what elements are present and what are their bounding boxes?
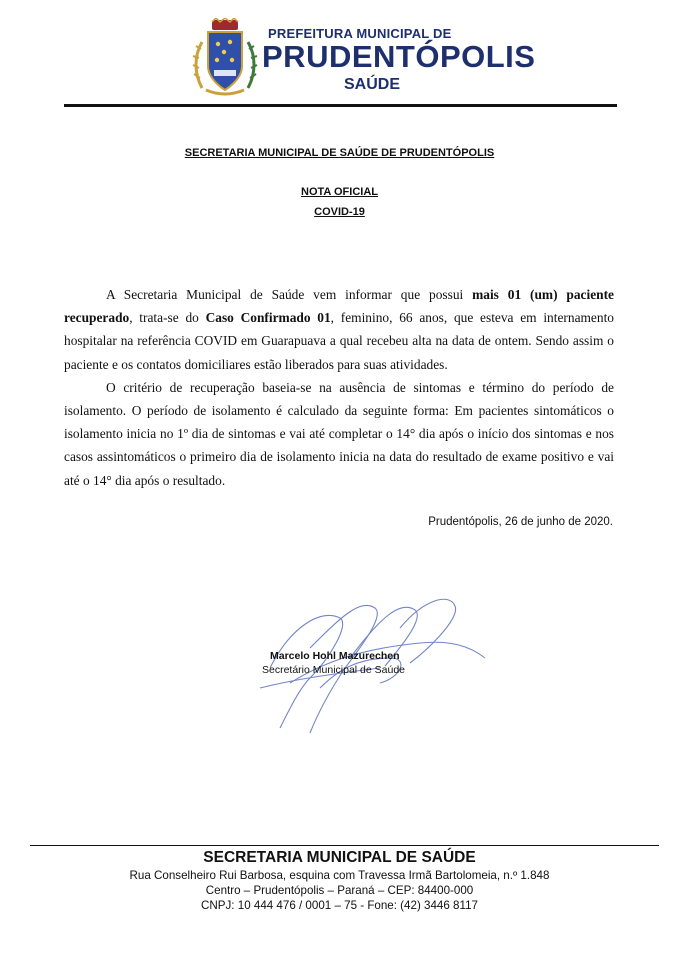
municipal-crest-icon [192, 18, 258, 98]
paragraph-2: O critério de recuperação baseia-se na ausência de sintomas e término do período de isolamento. O período de isolamento é calculado da seguinte forma: Em pacientes sintomáticos o isolamento inicia no 1º dia de sintomas e vai até completar o 14° dia após o início dos sintomas e nos casos assintomáticos o primeiro dia de isolamento inicia na data do resultado de exame positivo e vai até o 14° dia após o resultado. [64, 379, 614, 488]
letterhead [0, 12, 679, 94]
header-divider [64, 104, 617, 107]
recovered-patient-highlight: mais 01 (um) paciente recuperado [64, 287, 614, 326]
footer-address-line-2: Centro – Prudentópolis – Paraná – CEP: 84400-000 [205, 884, 474, 897]
signatory-role: Secretário Municipal de Saúde [262, 664, 406, 676]
logo-line-department: SAÚDE [344, 76, 401, 93]
paragraph-1: A Secretaria Municipal de Saúde vem informar que possui mais 01 (um) paciente recuperado, trata-se do Caso Confirmado 01, feminino, 66 anos, que esteva em internamento hospitalar na referência COVID em Guarapuava a qual recebeu alta na data de ontem. Sendo assim o paciente e os contatos domiciliares estão liberados para suas atividades. [64, 287, 614, 372]
secretariat-title: SECRETARIA MUNICIPAL DE SAÚDE DE PRUDENTÓPOLIS [184, 147, 495, 159]
footer-address-line-1: Rua Conselheiro Rui Barbosa, esquina com Travessa Irmã Bartolomeia, n.º 1.848 [129, 869, 550, 882]
note-body [64, 283, 614, 492]
logo-line-prefeitura: PREFEITURA MUNICIPAL DE [268, 26, 452, 41]
footer-divider [30, 845, 659, 846]
note-subtitle: COVID-19 [314, 206, 365, 218]
confirmed-case-highlight: Caso Confirmado 01 [205, 310, 331, 326]
note-title: NOTA OFICIAL [301, 186, 378, 198]
logo-line-city: PRUDENTÓPOLIS [262, 39, 536, 74]
date-line: Prudentópolis, 26 de junho de 2020. [428, 516, 613, 528]
footer-title: SECRETARIA MUNICIPAL DE SAÚDE [203, 849, 476, 866]
signatory-name: Marcelo Hohl Mazurechen [270, 650, 400, 662]
footer-address-line-3: CNPJ: 10 444 476 / 0001 – 75 - Fone: (42) 3446 8117 [201, 899, 478, 912]
handwritten-signature [250, 588, 490, 738]
